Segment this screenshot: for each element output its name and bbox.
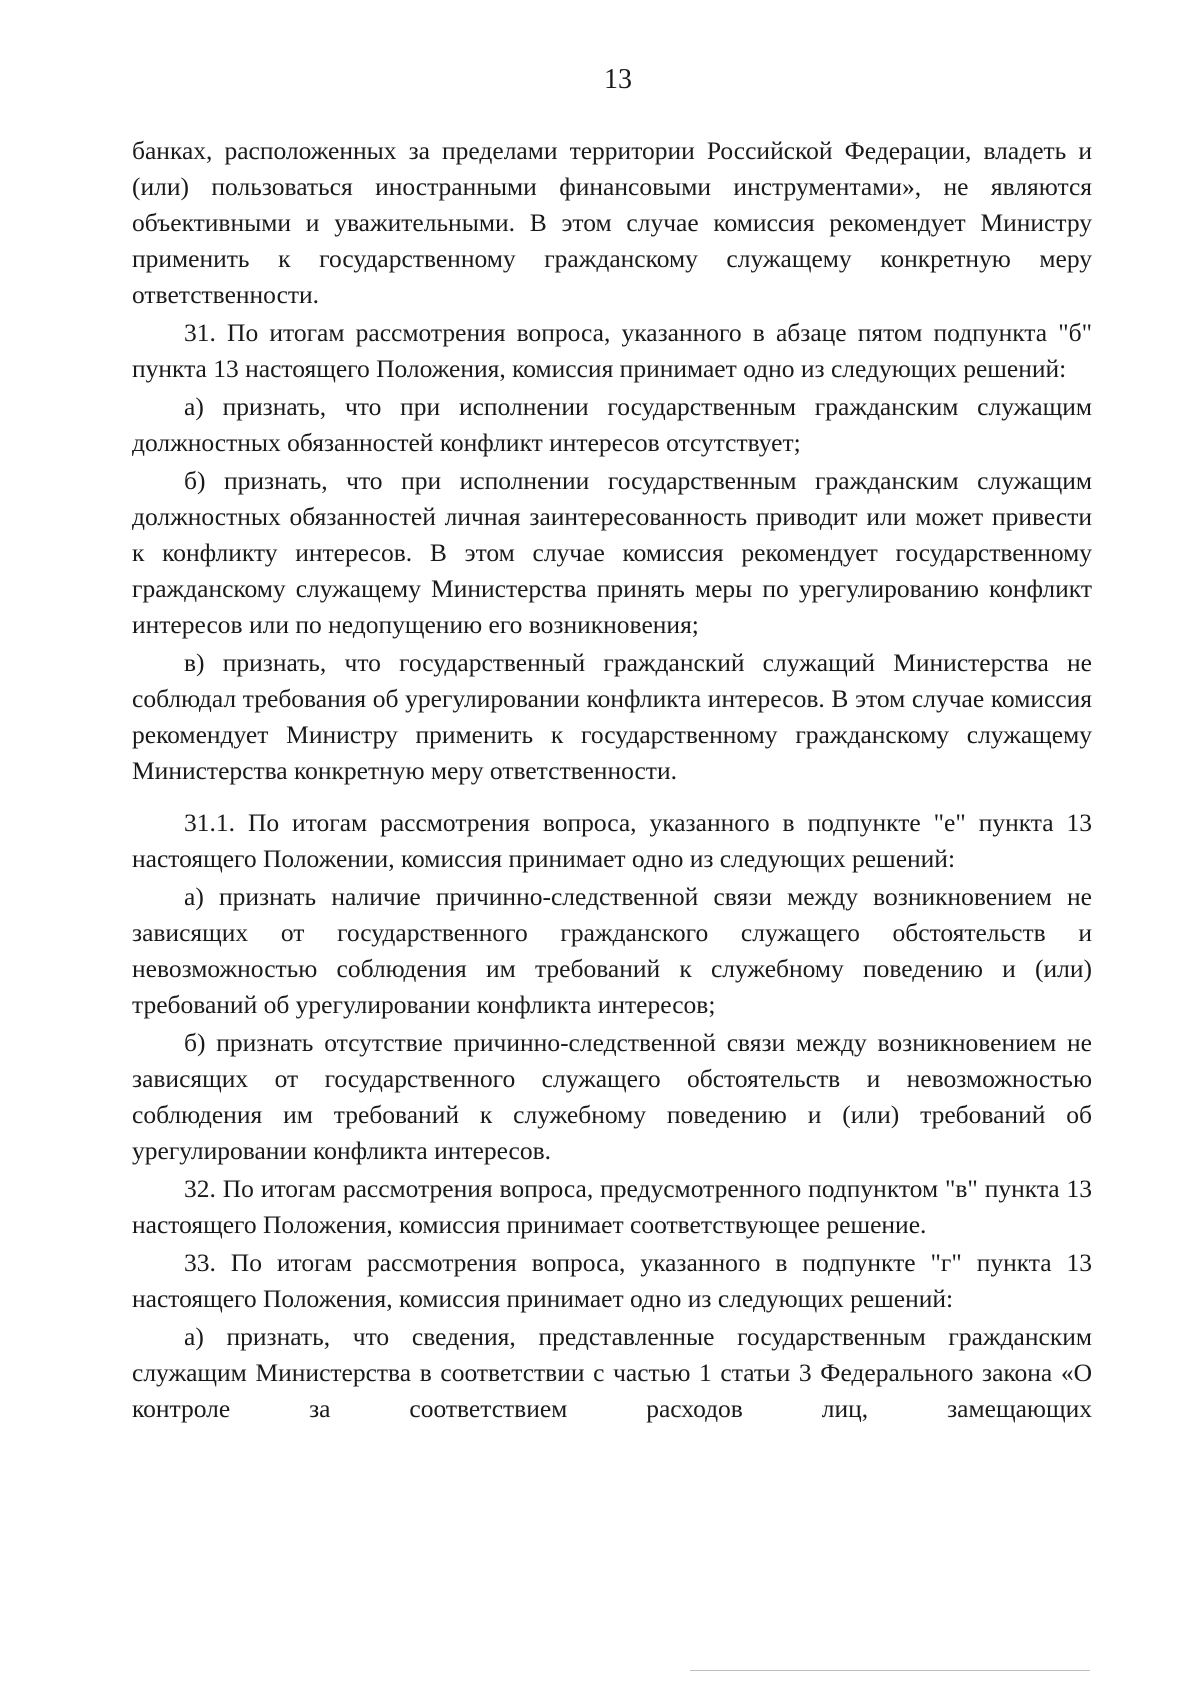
paragraph-31-1-a: а) признать наличие причинно-следственной связи между возникновением не зависящих от государственного гражданского служащего обстоятельств и невозможностью соблюдения им требований к служебному поведению и (или) требований об урегулировании конфликта интересов; xyxy=(132,882,1092,1019)
paragraph-33-a: а) признать, что сведения, представленные государственным гражданским служащим Министерства в соответствии с частью 1 статьи 3 Федерального закона «О контроле за соответствием расходов лиц, замещающих xyxy=(132,1322,1092,1423)
paragraph-31-1-b: б) признать отсутствие причинно-следственной связи между возникновением не зависящих от государственного служащего обстоятельств и невозможностью соблюдения им требований к служебному поведению и (или) требований об урегулировании конфликта интересов. xyxy=(132,1028,1092,1165)
paragraph-31: 31. По итогам рассмотрения вопроса, указанного в абзаце пятом подпункта "б" пункта 13 настоящего Положения, комиссия принимает одно из следующих решений: xyxy=(132,318,1092,383)
document-body xyxy=(132,133,1092,1427)
paragraph-32: 32. По итогам рассмотрения вопроса, предусмотренного подпунктом "в" пункта 13 настоящего Положения, комиссия принимает соответствующее решение. xyxy=(132,1174,1092,1239)
page-number: 13 xyxy=(604,64,632,95)
paragraph-31-c: в) признать, что государственный гражданский служащий Министерства не соблюдал требования об урегулировании конфликта интересов. В этом случае комиссия рекомендует Министру применить к государственному гражданскому служащему Министерства конкретную меру ответственности. xyxy=(132,648,1092,785)
paragraph-31-b: б) признать, что при исполнении государственным гражданским служащим должностных обязанностей личная заинтересованность приводит или может привести к конфликту интересов. В этом случае комиссия рекомендует государственному гражданскому служащему Министерства принять меры по урегулированию конфликт интересов или по недопущению его возникновения; xyxy=(132,466,1092,639)
footer-rule xyxy=(690,1670,1090,1671)
paragraph-31-a: а) признать, что при исполнении государственным гражданским служащим должностных обязанностей конфликт интересов отсутствует; xyxy=(132,392,1092,457)
paragraph-continuation: банках, расположенных за пределами территории Российской Федерации, владеть и (или) пользоваться иностранными финансовыми инструментами», не являются объективными и уважительными. В этом случае комиссия рекомендует Министру применить к государственному гражданскому служащему конкретную меру ответственности. xyxy=(132,136,1092,309)
paragraph-31-1: 31.1. По итогам рассмотрения вопроса, указанного в подпункте "е" пункта 13 настоящего Положении, комиссия принимает одно из следующих решений: xyxy=(132,808,1092,873)
paragraph-33: 33. По итогам рассмотрения вопроса, указанного в подпункте "г" пункта 13 настоящего Положения, комиссия принимает одно из следующих решений: xyxy=(132,1248,1092,1313)
